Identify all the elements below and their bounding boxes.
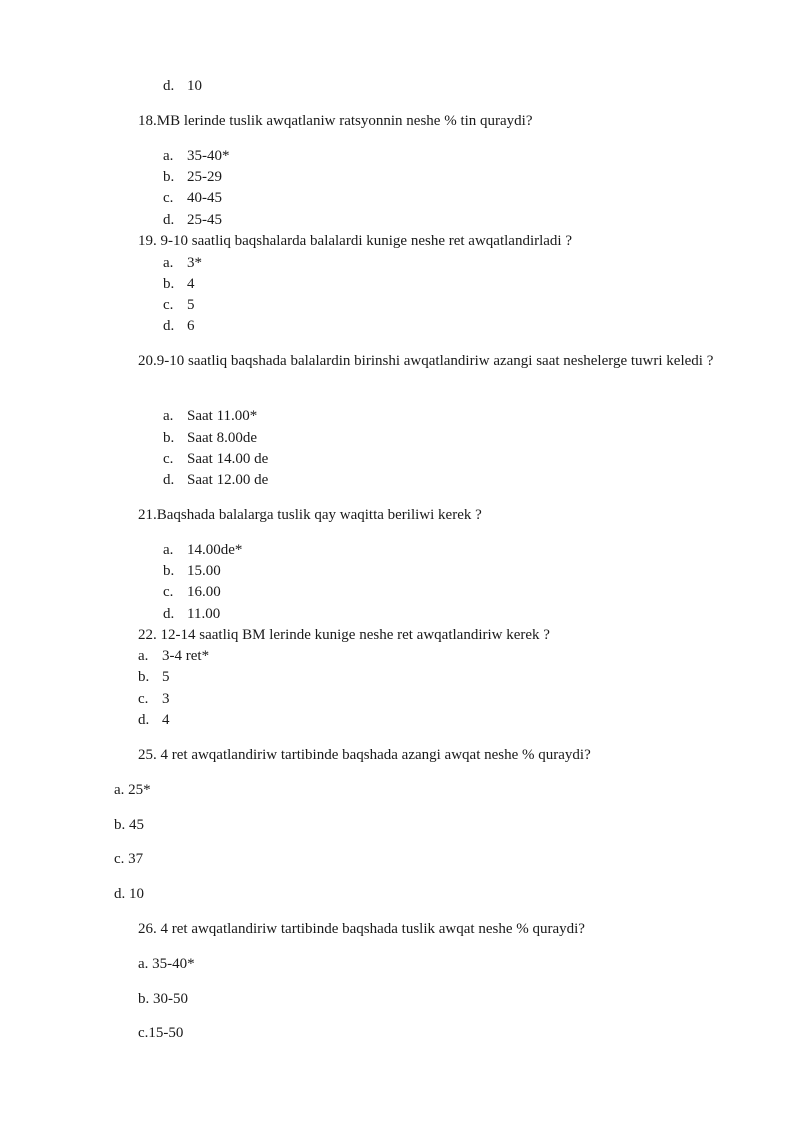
option-a: a. 35-40*	[138, 956, 195, 972]
option-c: c. 16.00	[163, 584, 221, 600]
question-20: 20.9-10 saatliq baqshada balalardin birinshi awqatlandiriw azangi saat neshelerge tuwri keledi ?	[138, 353, 714, 369]
option-b: b. 30-50	[138, 991, 188, 1007]
option-c: c. 40-45	[163, 190, 222, 206]
option-a: a. Saat 11.00*	[163, 408, 258, 424]
option-d: d. 10	[114, 886, 144, 902]
option-b: b. 45	[114, 817, 144, 833]
option-d: d. 4	[138, 712, 170, 728]
option-d: d. 11.00	[163, 606, 221, 622]
option-d: d. 10	[163, 78, 202, 94]
option-a: a. 25*	[114, 782, 151, 798]
option-a: a. 3-4 ret*	[138, 648, 210, 664]
option-c: c. 5	[163, 297, 195, 313]
option-a: a. 3*	[163, 255, 202, 271]
question-22: 22. 12-14 saatliq BM lerinde kunige neshe ret awqatlandiriw kerek ?	[138, 627, 550, 643]
option-c: c.15-50	[138, 1025, 184, 1041]
question-21: 21.Baqshada balalarga tuslik qay waqitta beriliwi kerek ?	[138, 507, 482, 523]
question-18: 18.MB lerinde tuslik awqatlaniw ratsyonnin neshe % tin quraydi?	[138, 113, 533, 129]
question-25: 25. 4 ret awqatlandiriw tartibinde baqshada azangi awqat neshe % quraydi?	[138, 747, 591, 763]
option-b: b. 25-29	[163, 169, 222, 185]
option-d: d. 25-45	[163, 212, 222, 228]
option-c: c. 37	[114, 851, 144, 867]
option-c: c. Saat 14.00 de	[163, 451, 269, 467]
option-a: a. 35-40*	[163, 148, 230, 164]
question-26: 26. 4 ret awqatlandiriw tartibinde baqshada tuslik awqat neshe % quraydi?	[138, 921, 585, 937]
question-19: 19. 9-10 saatliq baqshalarda balalardi kunige neshe ret awqatlandirladi ?	[138, 233, 573, 249]
option-a: a. 14.00de*	[163, 542, 243, 558]
option-b: b. 5	[138, 669, 170, 685]
option-d: d. 6	[163, 318, 195, 334]
option-d: d. Saat 12.00 de	[163, 472, 269, 488]
option-b: b. Saat 8.00de	[163, 430, 257, 446]
option-c: c. 3	[138, 691, 170, 707]
option-b: b. 4	[163, 276, 195, 292]
option-b: b. 15.00	[163, 563, 221, 579]
